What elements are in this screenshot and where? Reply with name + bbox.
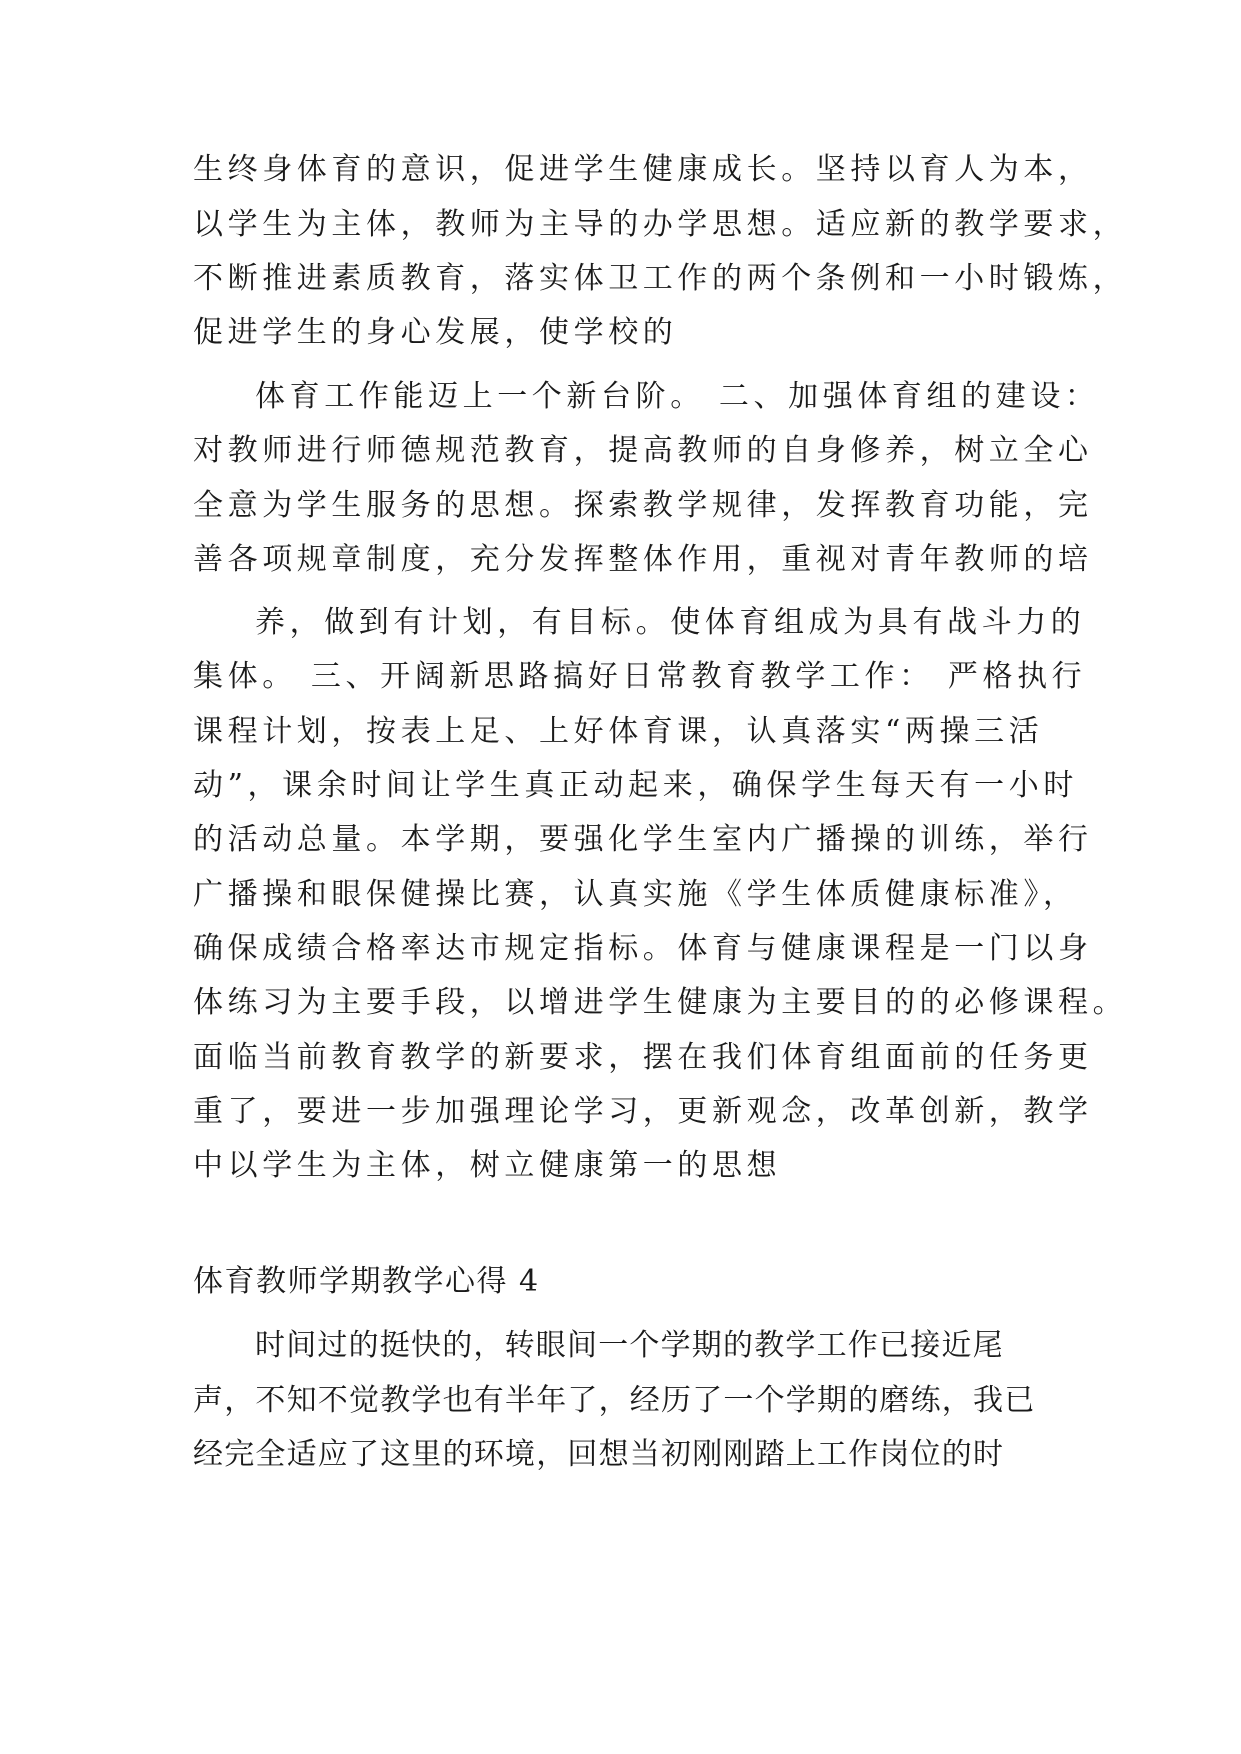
paragraph-line: 声，不知不觉教学也有半年了，经历了一个学期的磨练，我已 <box>193 1383 1036 1418</box>
paragraph-line: 体练习为主要手段，以增进学生健康为主要目的的必修课程。 <box>193 985 1128 1020</box>
paragraph-line: 课程计划，按表上足、上好体育课，认真落实“两操三活 <box>193 714 1044 749</box>
paragraph-line: 面临当前教育教学的新要求，摆在我们体育组面前的任务更 <box>193 1040 1093 1075</box>
paragraph-line: 经完全适应了这里的环境，回想当初刚刚踏上工作岗位的时 <box>193 1437 1005 1472</box>
paragraph-line: 广播操和眼保健操比赛，认真实施《学生体质健康标准》， <box>193 877 1078 912</box>
paragraph-line: 对教师进行师德规范教育，提高教师的自身修养，树立全心 <box>193 433 1093 468</box>
paragraph-line: 集体。 三、开阔新思路搞好日常教育教学工作： 严格执行 <box>193 659 1087 694</box>
paragraph-line: 动”，课余时间让学生真正动起来，确保学生每天有一小时 <box>193 768 1078 803</box>
paragraph-line: 体育工作能迈上一个新台阶。 二、加强体育组的建设： <box>255 379 1100 414</box>
paragraph-line: 以学生为主体，教师为主导的办学思想。适应新的教学要求， <box>193 207 1128 242</box>
paragraph-line: 全意为学生服务的思想。探索教学规律，发挥教育功能，完 <box>193 488 1093 523</box>
paragraph-line: 中以学生为主体，树立健康第一的思想 <box>193 1148 782 1183</box>
paragraph-line: 善各项规章制度，充分发挥整体作用，重视对青年教师的培 <box>193 542 1093 577</box>
paragraph-line: 时间过的挺快的，转眼间一个学期的教学工作已接近尾 <box>255 1328 1004 1363</box>
paragraph-line: 养，做到有计划，有目标。使体育组成为具有战斗力的 <box>255 605 1086 640</box>
section-heading: 体育教师学期教学心得 4 <box>193 1264 540 1299</box>
paragraph-line: 不断推进素质教育，落实体卫工作的两个条例和一小时锻炼， <box>193 261 1128 296</box>
paragraph-line: 确保成绩合格率达市规定指标。体育与健康课程是一门以身 <box>193 931 1093 966</box>
paragraph-line: 生终身体育的意识，促进学生健康成长。坚持以育人为本， <box>193 152 1093 187</box>
paragraph-line: 促进学生的身心发展，使学校的 <box>193 315 678 350</box>
paragraph-line: 重了，要进一步加强理论学习，更新观念，改革创新，教学 <box>193 1094 1093 1129</box>
paragraph-line: 的活动总量。本学期，要强化学生室内广播操的训练，举行 <box>193 822 1093 857</box>
